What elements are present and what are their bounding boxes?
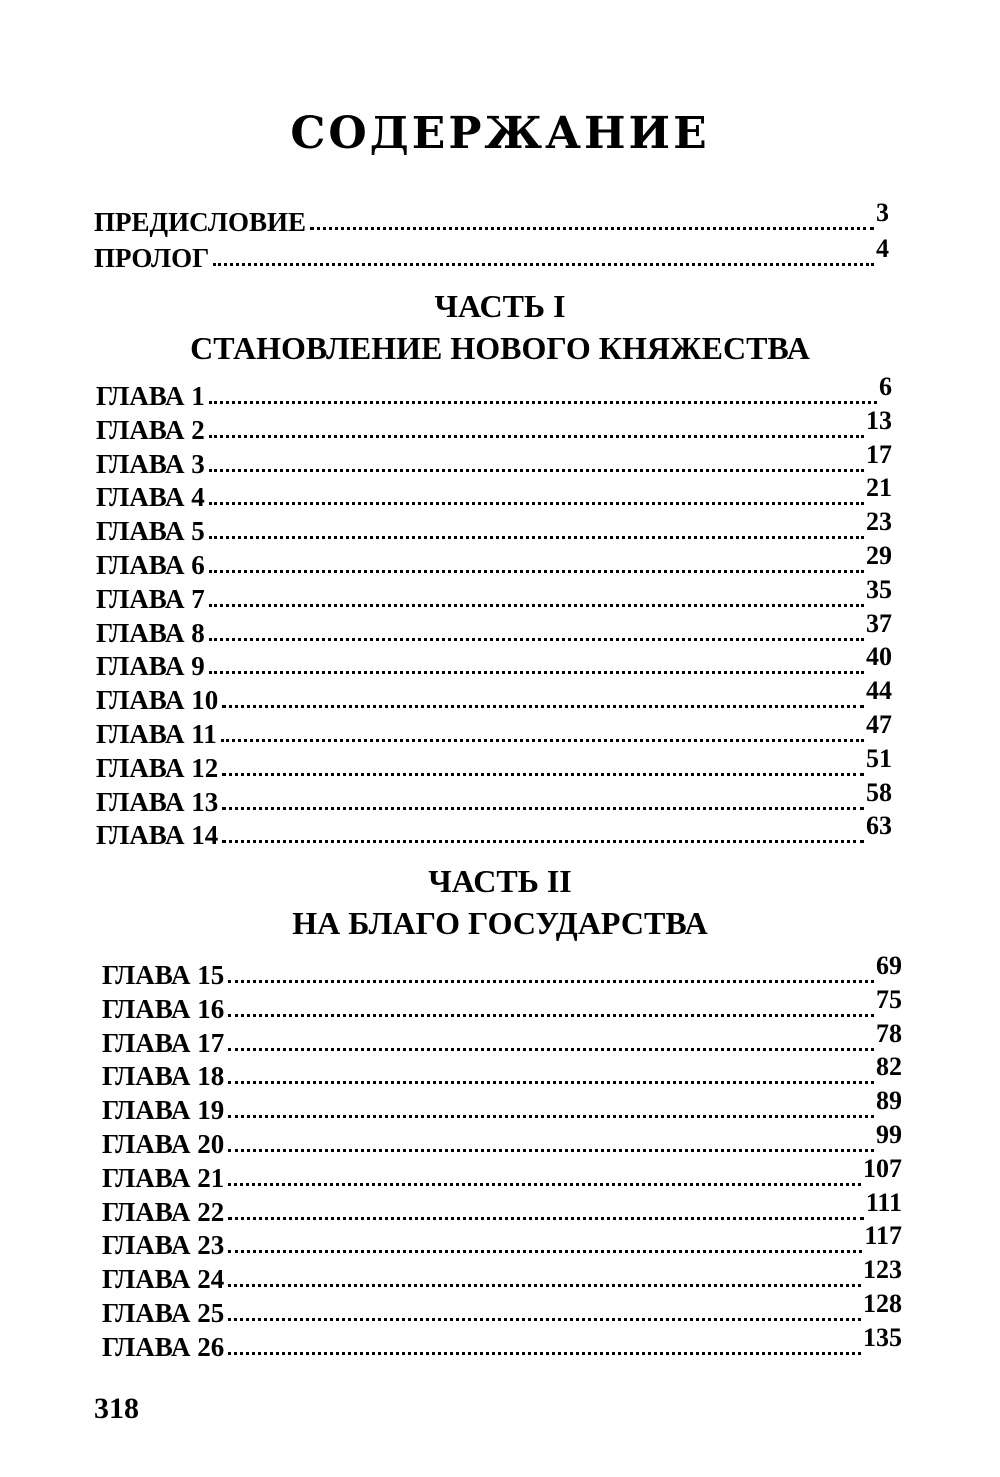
toc-chapter-entry (102, 984, 902, 1025)
toc-leader-dots (209, 435, 864, 438)
toc-entry-label: ГЛАВА 8 (96, 617, 205, 648)
toc-leader-dots (228, 1183, 861, 1186)
toc-entry-page: 107 (863, 1153, 902, 1183)
toc-entry-page: 13 (866, 405, 892, 435)
part-1-number: ЧАСТЬ I (434, 288, 566, 324)
toc-leader-dots (213, 263, 874, 266)
toc-entry-page: 99 (876, 1120, 902, 1149)
toc-entry-page: 17 (866, 439, 892, 469)
toc-leader-dots (222, 807, 864, 810)
toc-leader-dots (209, 502, 864, 505)
toc-leader-dots (222, 773, 864, 776)
toc-entry-page: 35 (866, 574, 892, 604)
toc-entry-label: ГЛАВА 10 (96, 685, 219, 716)
toc-leader-dots (228, 980, 874, 983)
toc-entry-page: 3 (876, 198, 889, 227)
toc-entry-page: 117 (864, 1221, 902, 1251)
toc-entry-label: ГЛАВА 16 (102, 993, 225, 1024)
toc-entry-label: ГЛАВА 14 (96, 820, 219, 851)
toc-entry-page: 58 (866, 777, 892, 807)
toc-entry-page: 89 (876, 1086, 902, 1116)
toc-leader-dots (228, 1149, 874, 1152)
toc-chapter-entry (96, 811, 892, 851)
toc-entry-page: 75 (876, 984, 902, 1014)
toc-leader-dots (228, 1250, 862, 1253)
toc-leader-dots (228, 1014, 874, 1017)
toc-entry-label: ГЛАВА 11 (96, 719, 217, 749)
toc-entry-page: 21 (866, 473, 892, 503)
toc-leader-dots (228, 1115, 874, 1118)
toc-entry-label: ГЛАВА 4 (96, 482, 205, 513)
toc-entry-label: ГЛАВА 24 (102, 1264, 225, 1295)
toc-leader-dots (209, 638, 864, 641)
toc-entry-prologue (94, 234, 889, 274)
part-2-title: НА БЛАГО ГОСУДАРСТВА (292, 905, 708, 941)
toc-entry-page: 6 (879, 372, 892, 401)
toc-entry-page: 37 (866, 608, 892, 638)
toc-chapter-entry (96, 642, 892, 682)
toc-leader-dots (310, 227, 874, 230)
toc-entry-page: 4 (876, 234, 889, 263)
toc-entry-page: 47 (866, 710, 892, 739)
toc-entry-label: ГЛАВА 18 (102, 1061, 225, 1092)
page-title: СОДЕРЖАНИЕ (290, 108, 710, 159)
toc-entry-label: ГЛАВА 1 (96, 381, 205, 411)
toc-chapter-entry (96, 473, 892, 513)
toc-chapter-entry (96, 710, 892, 750)
toc-entry-page: 69 (876, 951, 902, 980)
toc-leader-dots (228, 1217, 864, 1220)
toc-entry-label: ГЛАВА 6 (96, 550, 205, 580)
toc-entry-label: ГЛАВА 2 (96, 414, 205, 445)
toc-chapter-entry (96, 507, 892, 547)
toc-entry-label: ГЛАВА 22 (102, 1196, 225, 1227)
toc-chapter-entry (102, 1018, 902, 1059)
toc-entry-page: 123 (863, 1255, 902, 1285)
toc-entry-label: ГЛАВА 21 (102, 1162, 225, 1193)
toc-entry-label: ГЛАВА 13 (96, 786, 219, 817)
toc-entry-page: 82 (876, 1052, 902, 1082)
toc-entry-page: 44 (866, 676, 892, 706)
toc-entry-label: ГЛАВА 9 (96, 651, 205, 682)
toc-leader-dots (209, 570, 864, 573)
toc-entry-label: ГЛАВА 7 (96, 583, 205, 614)
toc-chapter-entry (96, 541, 892, 581)
part-2-number: ЧАСТЬ II (428, 863, 572, 899)
toc-entry-label: ПРЕДИСЛОВИЕ (94, 207, 307, 237)
toc-entry-label: ГЛАВА 20 (102, 1129, 225, 1159)
toc-chapter-entry (96, 777, 892, 818)
toc-entry-label: ГЛАВА 15 (102, 960, 225, 990)
toc-entry-page: 40 (866, 642, 892, 672)
toc-chapter-entry (96, 676, 892, 716)
toc-leader-dots (209, 401, 877, 404)
toc-chapter-entry (96, 574, 892, 615)
toc-chapter-entry (102, 1153, 902, 1194)
toc-entry-label: ПРОЛОГ (94, 243, 210, 273)
toc-chapter-entry (96, 405, 892, 446)
toc-leader-dots (209, 469, 864, 472)
toc-entry-page: 111 (865, 1187, 902, 1217)
page-number: 318 (94, 1392, 139, 1425)
toc-entry-page: 51 (866, 743, 892, 773)
toc-leader-dots (228, 1284, 861, 1287)
toc-leader-dots (228, 1048, 874, 1051)
toc-entry-page: 128 (863, 1289, 902, 1318)
toc-entry-page: 78 (876, 1018, 902, 1048)
toc-leader-dots (228, 1081, 874, 1084)
toc-leader-dots (222, 705, 864, 708)
toc-entry-label: ГЛАВА 25 (102, 1298, 225, 1328)
toc-chapter-entry (102, 1289, 902, 1329)
toc-entry-label: ГЛАВА 19 (102, 1095, 225, 1126)
toc-entry-page: 63 (866, 811, 892, 841)
toc-leader-dots (221, 739, 864, 742)
toc-entry-page: 23 (866, 507, 892, 537)
toc-chapter-entry (96, 439, 892, 480)
toc-entry-label: ГЛАВА 17 (102, 1027, 225, 1058)
toc-entry-label: ГЛАВА 3 (96, 448, 205, 479)
part-1-title: СТАНОВЛЕНИЕ НОВОГО КНЯЖЕСТВА (190, 330, 810, 366)
toc-entry-label: ГЛАВА 26 (102, 1331, 225, 1362)
toc-entry-label: ГЛАВА 5 (96, 516, 205, 547)
toc-leader-dots (228, 1318, 861, 1321)
toc-chapter-entry (96, 743, 892, 784)
toc-chapter-entry (102, 1052, 902, 1092)
toc-chapter-entry (102, 1120, 902, 1160)
toc-chapter-entry (102, 1221, 902, 1261)
toc-leader-dots (209, 604, 864, 607)
toc-entry-page: 29 (866, 541, 892, 570)
toc-chapter-entry (102, 1255, 902, 1295)
toc-entry-page: 135 (863, 1322, 902, 1352)
toc-leader-dots (209, 536, 864, 539)
toc-entry-label: ГЛАВА 12 (96, 752, 219, 783)
toc-chapter-entry (96, 372, 892, 412)
toc-chapter-entry (102, 1322, 902, 1363)
toc-leader-dots (228, 1352, 861, 1355)
toc-chapter-entry (102, 951, 902, 991)
toc-entry-label: ГЛАВА 23 (102, 1230, 225, 1261)
toc-chapter-entry (102, 1187, 902, 1228)
toc-chapter-entry (96, 608, 892, 649)
toc-entry-preface (94, 198, 889, 238)
toc-chapter-entry (102, 1086, 902, 1126)
toc-leader-dots (209, 671, 864, 674)
toc-leader-dots (222, 840, 864, 843)
